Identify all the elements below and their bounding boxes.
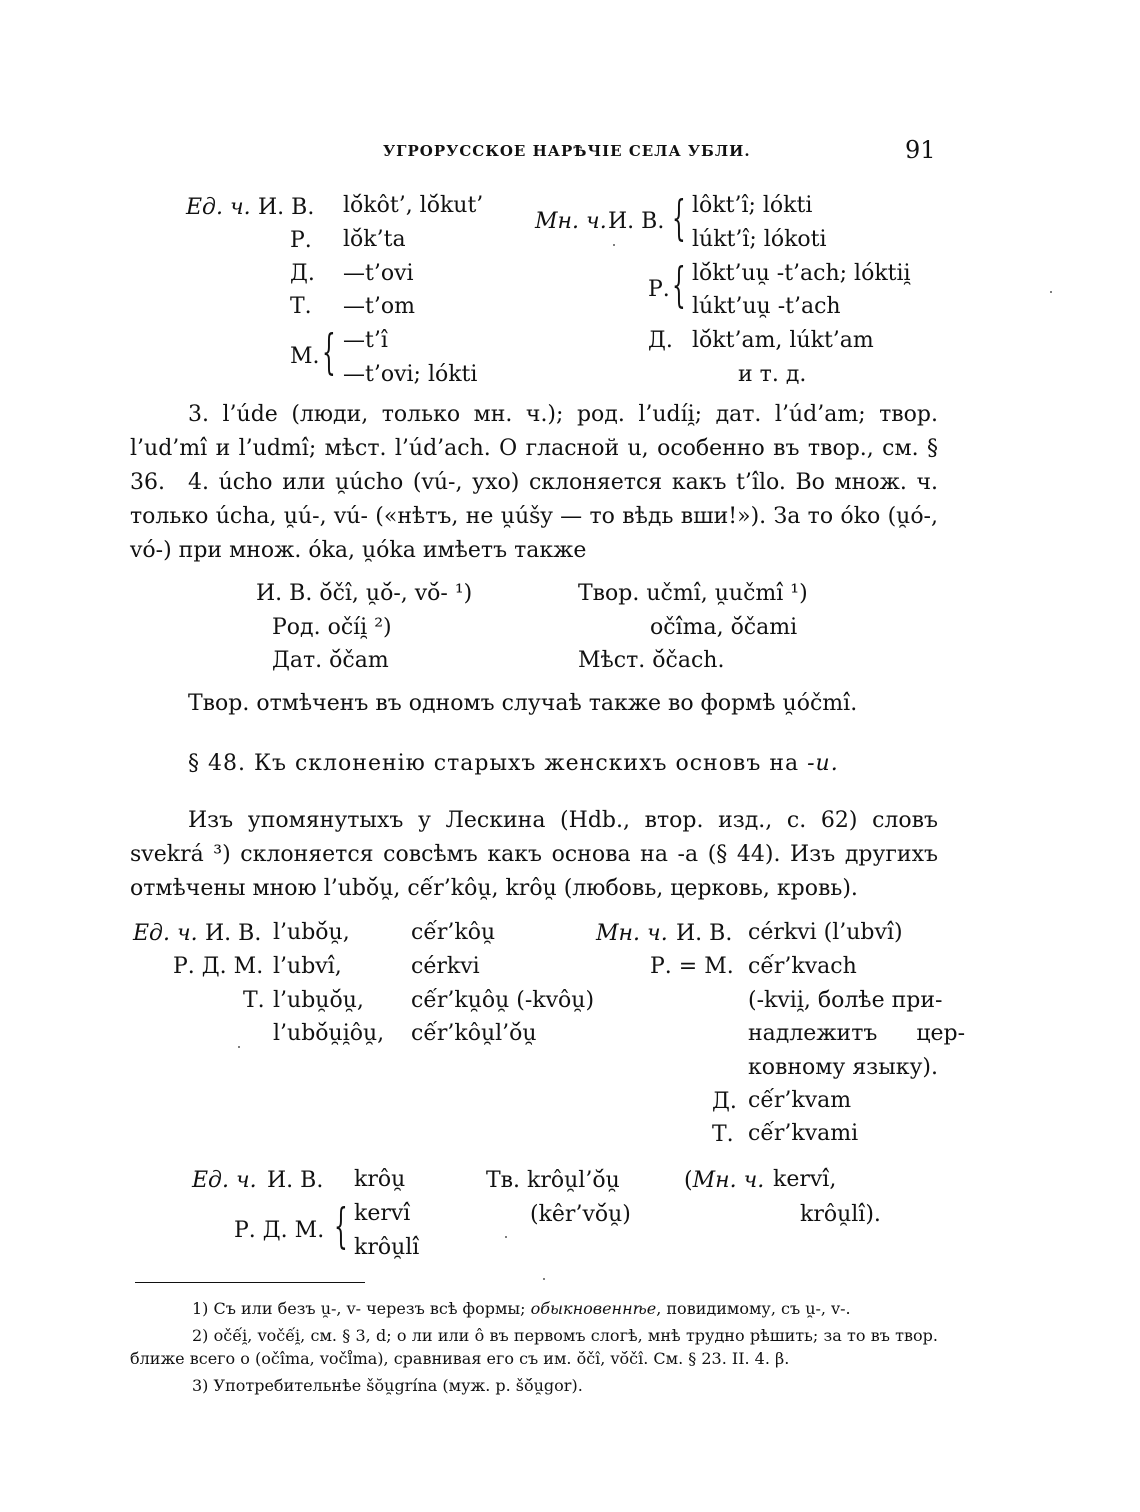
case-label: Р. Д. М. [173,954,264,979]
case-label: И. В. [608,209,665,234]
form-value: lúkt’uu̯ -t’ach [692,294,841,319]
form-row: И. В. ŏ́čî, u̯ŏ́-, vŏ́- ¹) [256,581,473,606]
label-singular: Ед. ч. [186,195,251,220]
form-value: —t’î [343,328,388,353]
form-row: Род. očíi̯ ²) [272,615,392,640]
etc-note: и т. д. [738,362,807,387]
label-singular: Ед. ч. [192,1168,257,1193]
label-plural: Мн. ч. [535,209,607,234]
note-line: надлежитъ цер- [748,1021,966,1046]
form-value: l’ubŏ́u̯, [273,920,350,945]
paragraph-4: 4. úcho или u̯úcho (vú-, ухо) склоняется какъ t’î́lo. Во множ. ч. только úcha, u̯ú-, vú- («нѣтъ, не u̯úšy — то вѣдь вши!»). За то óko (u̯ó-, vó-) при множ. óka, u̯óka имѣетъ также [130,470,938,563]
form-value: lŏ́kt’uu̯ -t’ach; lóktii̯ [692,261,911,286]
form-value: —t’ovi; lókti [343,362,478,387]
footnote-3: 3) Употребительнѣе šŏu̯grína (муж. р. šŏ́u̯gor). [192,1376,583,1395]
form-value: cérkvi [411,954,480,979]
form-value: krôu̯lî́). [800,1202,881,1227]
print-speck [505,1236,507,1238]
case-label: Р. [290,228,312,253]
case-label: Т. [290,294,312,319]
form-value: kervî́ [354,1201,411,1226]
form-row: očî́ma, ŏ́čami [650,615,798,640]
form-value: —t’ovi [343,261,414,286]
paragraph-5: Изъ упомянутыхъ у Лескина (Hdb., втор. изд., с. 62) словъ svekrá ³) склоняется совсѣмъ какъ основа на -a (§ 44). Изъ другихъ отмѣчены мною l’ubŏ́u̯, cếr’kôu̯, krôu̯ (любовь, церковь, кровь). [130,808,938,901]
case-label: И. В. [205,921,262,946]
form-value: cếr’kôu̯ [411,920,496,945]
case-label: Р. = М. [650,954,734,979]
plural-note [684,1170,764,1192]
form-value: lŏ́kôt’, lŏ́kut’ [343,193,484,218]
form-value: kervî́, [773,1167,837,1192]
form-value: —t’om [343,294,415,319]
form-value: cếr’ku̯ôu̯ (-kvôu̯) [411,988,595,1013]
case-label: И. В. [676,921,733,946]
form-value: lŏ́kt’am, lúkt’am [692,328,874,353]
case-label: Т. [712,1122,734,1147]
case-label: Р. [648,277,670,302]
form-value: l’ubŏ́u̯i̯ôu̯, [273,1021,385,1046]
page-number: 91 [905,136,936,164]
form-value: krôu̯lî́ [354,1235,420,1260]
curly-brace-icon: { [672,257,686,313]
case-label: И. В. [267,1168,324,1193]
curly-brace-icon: { [672,190,686,246]
case-label: Д. [648,328,673,353]
print-speck [613,244,615,246]
note-line: (-kvii̯, болѣе при- [748,988,943,1013]
case-label: Д. [290,261,315,286]
running-header: УГРОРУССКОЕ НАРѢЧІЕ СЕЛА УБЛИ. [383,142,751,160]
section-title-suffix: -u. [807,751,839,776]
form-value: l’ubvî́, [273,954,342,979]
form-value: cérkvi (l’ubvî́) [748,920,903,945]
print-speck [238,1046,240,1048]
form-value: cếr’kôu̯l’ŏ́u̯ [411,1021,537,1046]
footnote-2: 2) očếi̯, vočếi̯, см. § 3, d; o ли или ô въ первомъ слогѣ, мнѣ трудно рѣшить; за то въ твор. ближе всего o (očî́ma, voči̊ma), сравнивая его съ им. ŏ́čî, vŏ́čî. См. § 23. II. 4. β. [130,1326,938,1368]
note-line: ковному языку). [748,1055,938,1080]
case-label: Р. Д. М. [234,1218,325,1243]
case-label: Т. [243,988,265,1013]
form-value: krôu̯ [354,1167,406,1192]
form-value: Тв. krôu̯l’ŏ́u̯ [486,1168,620,1193]
section-heading [188,753,839,775]
form-value: cếr’kvach [748,954,857,979]
label-singular: Ед. ч. [133,921,198,946]
form-value: l’ubu̯ŏ́u̯, [273,988,364,1013]
form-row: Твор. učmî́, u̯učmî́ ¹) [578,581,808,606]
form-value: lôkt’î; lókti [692,193,813,218]
case-label: Д. [712,1089,737,1114]
case-label: И. В. [258,195,315,220]
form-row: Дат. ŏ́čam [272,648,389,673]
footnote-1-text: 1) Съ или безъ u̯-, v- черезъ всѣ формы; [192,1299,531,1318]
footnote-1-italic: обыкновеннѣе [530,1299,657,1318]
form-value: cếr’kvami [748,1121,859,1146]
case-label: М. [290,344,320,369]
label-plural: Мн. ч. [596,921,668,946]
footnote-1-text-end: , повидимому, съ u̯-, v-. [656,1299,851,1318]
form-row: Мѣст. ŏ́čach. [578,648,725,673]
form-value: cếr’kvam [748,1088,852,1113]
print-speck [1050,291,1052,293]
form-value: (kêr’vŏ́u̯) [530,1202,631,1227]
label-plural: Мн. ч. [692,1168,765,1193]
curly-brace-icon: { [322,324,336,380]
curly-brace-icon: { [334,1198,348,1254]
paragraph-3: 3. l’úde (люди, только мн. ч.); род. l’udíi̯; дат. l’úd’am; твор. l’ud’mî́ и l’udmî́; мѣст. l’úd’ach. О гласной u, особенно въ твор., см. § 36. [130,402,938,495]
footnote-1 [130,1297,938,1320]
footnote-rule [135,1282,365,1283]
form-value: lŏ́k’ta [343,227,406,252]
print-speck [543,1278,545,1280]
section-title: § 48. Къ склоненію старыхъ женскихъ основъ на [188,751,808,776]
instrumental-note: Твор. отмѣченъ въ одномъ случаѣ также во формѣ u̯óčmî́. [188,691,858,716]
open-paren: ( [684,1168,693,1193]
form-value: lúkt’î; lókoti [692,227,827,252]
